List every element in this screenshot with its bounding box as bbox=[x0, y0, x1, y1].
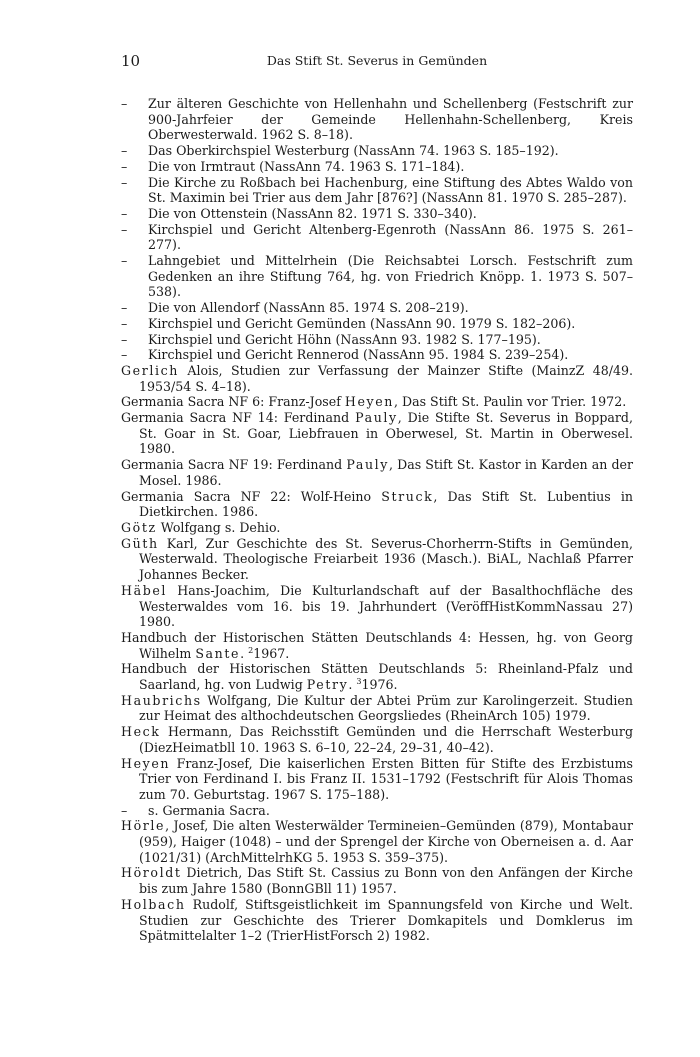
entry-text: Alois, Studien zur Verfassung der Mainzer Stifte (MainzZ 48/49. 1953/54 S. 4–18). bbox=[139, 362, 633, 394]
entry-text: Rudolf, Stiftsgeistlichkeit im Spannungsfeld von Kirche und Welt. Studien zur Geschichte des Trierer Domkapitels und Domklerus im Spätmittelalter 1–2 (TrierHistForsch 2) 1982. bbox=[139, 896, 633, 944]
entry-text: Hermann, Das Reichsstift Gemünden und die Herrschaft Westerburg (DiezHeimatbll 10. 1963 S. 6–10, 22–24, 29–31, 40–42). bbox=[139, 724, 633, 755]
bibliography-entry bbox=[121, 630, 633, 661]
entry-text: Die von Allendorf (NassAnn 85. 1974 S. 208–219). bbox=[148, 300, 469, 316]
entry-prefix: Germania Sacra NF 19: Ferdinand bbox=[121, 457, 347, 473]
bibliography-entry bbox=[121, 489, 633, 520]
bibliography-entry bbox=[121, 143, 633, 159]
bibliography-entry bbox=[121, 897, 633, 944]
entry-text: Die von Irmtraut (NassAnn 74. 1963 S. 171–184). bbox=[148, 158, 465, 174]
entry-prefix: Handbuch der Historischen Stätten Deutschlands 4: Hessen, hg. von Georg Wilhelm bbox=[121, 629, 633, 661]
bibliography-entry bbox=[121, 693, 633, 724]
bibliography-entry bbox=[121, 159, 633, 175]
bibliography-entry bbox=[121, 520, 633, 536]
page-number: 10 bbox=[121, 52, 141, 70]
entry-author: Haubrichs bbox=[121, 692, 202, 708]
entry-author: Petry bbox=[306, 677, 349, 693]
entry-text: Das Oberkirchspiel Westerburg (NassAnn 74. 1963 S. 185–192). bbox=[148, 143, 559, 159]
entry-text: . bbox=[348, 677, 357, 693]
entry-text: Karl, Zur Geschichte des St. Severus-Chorherrn-Stifts in Gemünden, Westerwald. Theologische Freiarbeit 1936 (Masch.). BiAL, Nachlaß Pfarrer Johannes Becker. bbox=[139, 535, 633, 583]
entry-dash: – bbox=[121, 347, 128, 363]
entry-dash: – bbox=[121, 253, 128, 269]
entry-author: Götz bbox=[121, 519, 157, 535]
entry-dash: – bbox=[121, 221, 128, 237]
entry-text: Kirchspiel und Gericht Höhn (NassAnn 93. 1982 S. 177–195). bbox=[148, 331, 541, 347]
bibliography-entry bbox=[121, 332, 633, 348]
entry-dash: – bbox=[121, 174, 128, 190]
entry-author: Holbach bbox=[121, 896, 186, 912]
entry-author: Sante bbox=[195, 645, 241, 661]
bibliography-entry bbox=[121, 175, 633, 206]
entry-prefix: Germania Sacra NF 14: Ferdinand bbox=[121, 410, 356, 426]
entry-text: Wolfgang, Die Kultur der Abtei Prüm zur Karolingerzeit. Studien zur Heimat des althochdeutschen Georgsliedes (RheinArch 105) 1979. bbox=[139, 692, 633, 724]
entry-dash: – bbox=[121, 315, 128, 331]
entry-text: Hans-Joachim, Die Kulturlandschaft auf der Basalthochfläche des Westerwaldes vom 16. bis 19. Jahrhundert (VeröffHistKommNassau 27) 1980. bbox=[139, 582, 633, 630]
entry-prefix: Handbuch der Historischen Stätten Deutschlands 5: Rheinland-Pfalz und Saarland, hg. von Ludwig bbox=[121, 661, 633, 693]
entry-text: Die Kirche zu Roßbach bei Hachenburg, eine Stiftung des Abtes Waldo von St. Maximin bei Trier aus dem Jahr [876?] (NassAnn 81. 1970 S. 285–287). bbox=[148, 174, 633, 206]
entry-author: Höroldt bbox=[121, 865, 182, 881]
entry-dash: – bbox=[121, 331, 128, 347]
entry-text: . bbox=[240, 645, 249, 661]
entry-author: Heyen bbox=[344, 394, 394, 410]
entry-text: Zur älteren Geschichte von Hellenhahn und Schellenberg (Festschrift zur 900-Jahrfeier der Gemeinde Hellenhahn-Schellenberg, Kreis Oberwesterwald. 1962 S. 8–18). bbox=[148, 96, 633, 143]
bibliography-entry bbox=[121, 96, 633, 143]
bibliography-entry bbox=[121, 457, 633, 488]
bibliography-entry bbox=[121, 803, 633, 819]
bibliography-entry bbox=[121, 818, 633, 865]
entry-author: Pauly bbox=[346, 457, 390, 473]
bibliography-entry bbox=[121, 865, 633, 896]
entry-author: Gerlich bbox=[121, 362, 179, 378]
bibliography-entry bbox=[121, 583, 633, 630]
entry-text: , Josef, Die alten Westerwälder Termineien–Gemünden (879), Montabaur (959), Haiger (1048) – und der Sprengel der Kirche von Oberneisen a. d. Aar (1021/31) (ArchMittelrhKG 5. 1953 S. 359–375). bbox=[139, 818, 633, 865]
entry-author: Hörle bbox=[121, 818, 166, 834]
entry-author: Häbel bbox=[121, 582, 168, 598]
entry-dash: – bbox=[121, 205, 128, 221]
bibliography-entry bbox=[121, 363, 633, 394]
bibliography-entry bbox=[121, 661, 633, 692]
page-header bbox=[121, 52, 633, 72]
bibliography-entry bbox=[121, 394, 633, 410]
bibliography-entry bbox=[121, 724, 633, 755]
entry-text: Kirchspiel und Gericht Gemünden (NassAnn 90. 1979 S. 182–206). bbox=[148, 315, 576, 331]
edition-superscript: 3 bbox=[356, 676, 362, 686]
entry-dash: – bbox=[121, 300, 128, 316]
entry-text: , Das Stift St. Lubentius in Dietkirchen. 1986. bbox=[139, 488, 634, 520]
entry-text: Kirchspiel und Gericht Altenberg-Egenroth (NassAnn 86. 1975 S. 261–277). bbox=[148, 221, 633, 253]
bibliography-entry bbox=[121, 756, 633, 803]
entry-text: Wolfgang s. Dehio. bbox=[156, 519, 281, 535]
entry-year: 1976. bbox=[361, 677, 398, 693]
bibliography-entry bbox=[121, 536, 633, 583]
entry-text: Kirchspiel und Gericht Rennerod (NassAnn 95. 1984 S. 239–254). bbox=[148, 347, 569, 363]
entry-text: , Das Stift St. Kastor in Karden an der Mosel. 1986. bbox=[139, 457, 634, 488]
entry-text: Franz-Josef, Die kaiserlichen Ersten Bitten für Stifte des Erzbistums Trier von Ferdinand I. bis Franz II. 1531–1792 (Festschrift für Alois Thomas zum 70. Geburtstag. 1967 S. 175–188). bbox=[139, 755, 633, 802]
edition-superscript: 2 bbox=[248, 645, 254, 655]
entry-author: Heck bbox=[121, 724, 161, 740]
entry-author: Struck bbox=[381, 488, 434, 504]
entry-author: Heyen bbox=[121, 755, 171, 771]
entry-author: Güth bbox=[121, 535, 159, 551]
running-title: Das Stift St. Severus in Gemünden bbox=[266, 53, 488, 68]
entry-dash: – bbox=[121, 96, 128, 111]
bibliography-entry bbox=[121, 347, 633, 363]
bibliography-entry bbox=[121, 253, 633, 300]
entry-text: , Das Stift St. Paulin vor Trier. 1972. bbox=[393, 394, 627, 410]
entry-text: , Die Stifte St. Severus in Boppard, St. Goar in St. Goar, Liebfrauen in Oberwesel, St. Martin in Oberwesel. 1980. bbox=[139, 410, 633, 457]
entry-year: 1967. bbox=[253, 645, 290, 661]
entry-dash: – bbox=[121, 143, 128, 159]
entry-dash: – bbox=[121, 802, 128, 818]
bibliography-entry bbox=[121, 410, 633, 457]
entry-text: Dietrich, Das Stift St. Cassius zu Bonn von den Anfängen der Kirche bis zum Jahre 1580 (BonnGBll 11) 1957. bbox=[139, 865, 633, 897]
entry-prefix: Germania Sacra NF 6: Franz-Josef bbox=[121, 394, 345, 410]
entry-dash: – bbox=[121, 158, 128, 174]
bibliography-entry bbox=[121, 300, 633, 316]
bibliography-entry bbox=[121, 222, 633, 253]
entry-text: Lahngebiet und Mittelrhein (Die Reichsabtei Lorsch. Festschrift zum Gedenken an ihre Stiftung 764, hg. von Friedrich Knöpp. 1. 1973 S. 507–538). bbox=[148, 253, 633, 300]
entry-prefix: Germania Sacra NF 22: Wolf-Heino bbox=[121, 488, 382, 504]
bibliography-entry bbox=[121, 206, 633, 222]
entry-text: s. Germania Sacra. bbox=[148, 802, 270, 818]
bibliography-entry bbox=[121, 316, 633, 332]
bibliography-list bbox=[121, 96, 633, 944]
entry-text: Die von Ottenstein (NassAnn 82. 1971 S. 330–340). bbox=[148, 205, 477, 221]
entry-author: Pauly bbox=[355, 410, 398, 426]
